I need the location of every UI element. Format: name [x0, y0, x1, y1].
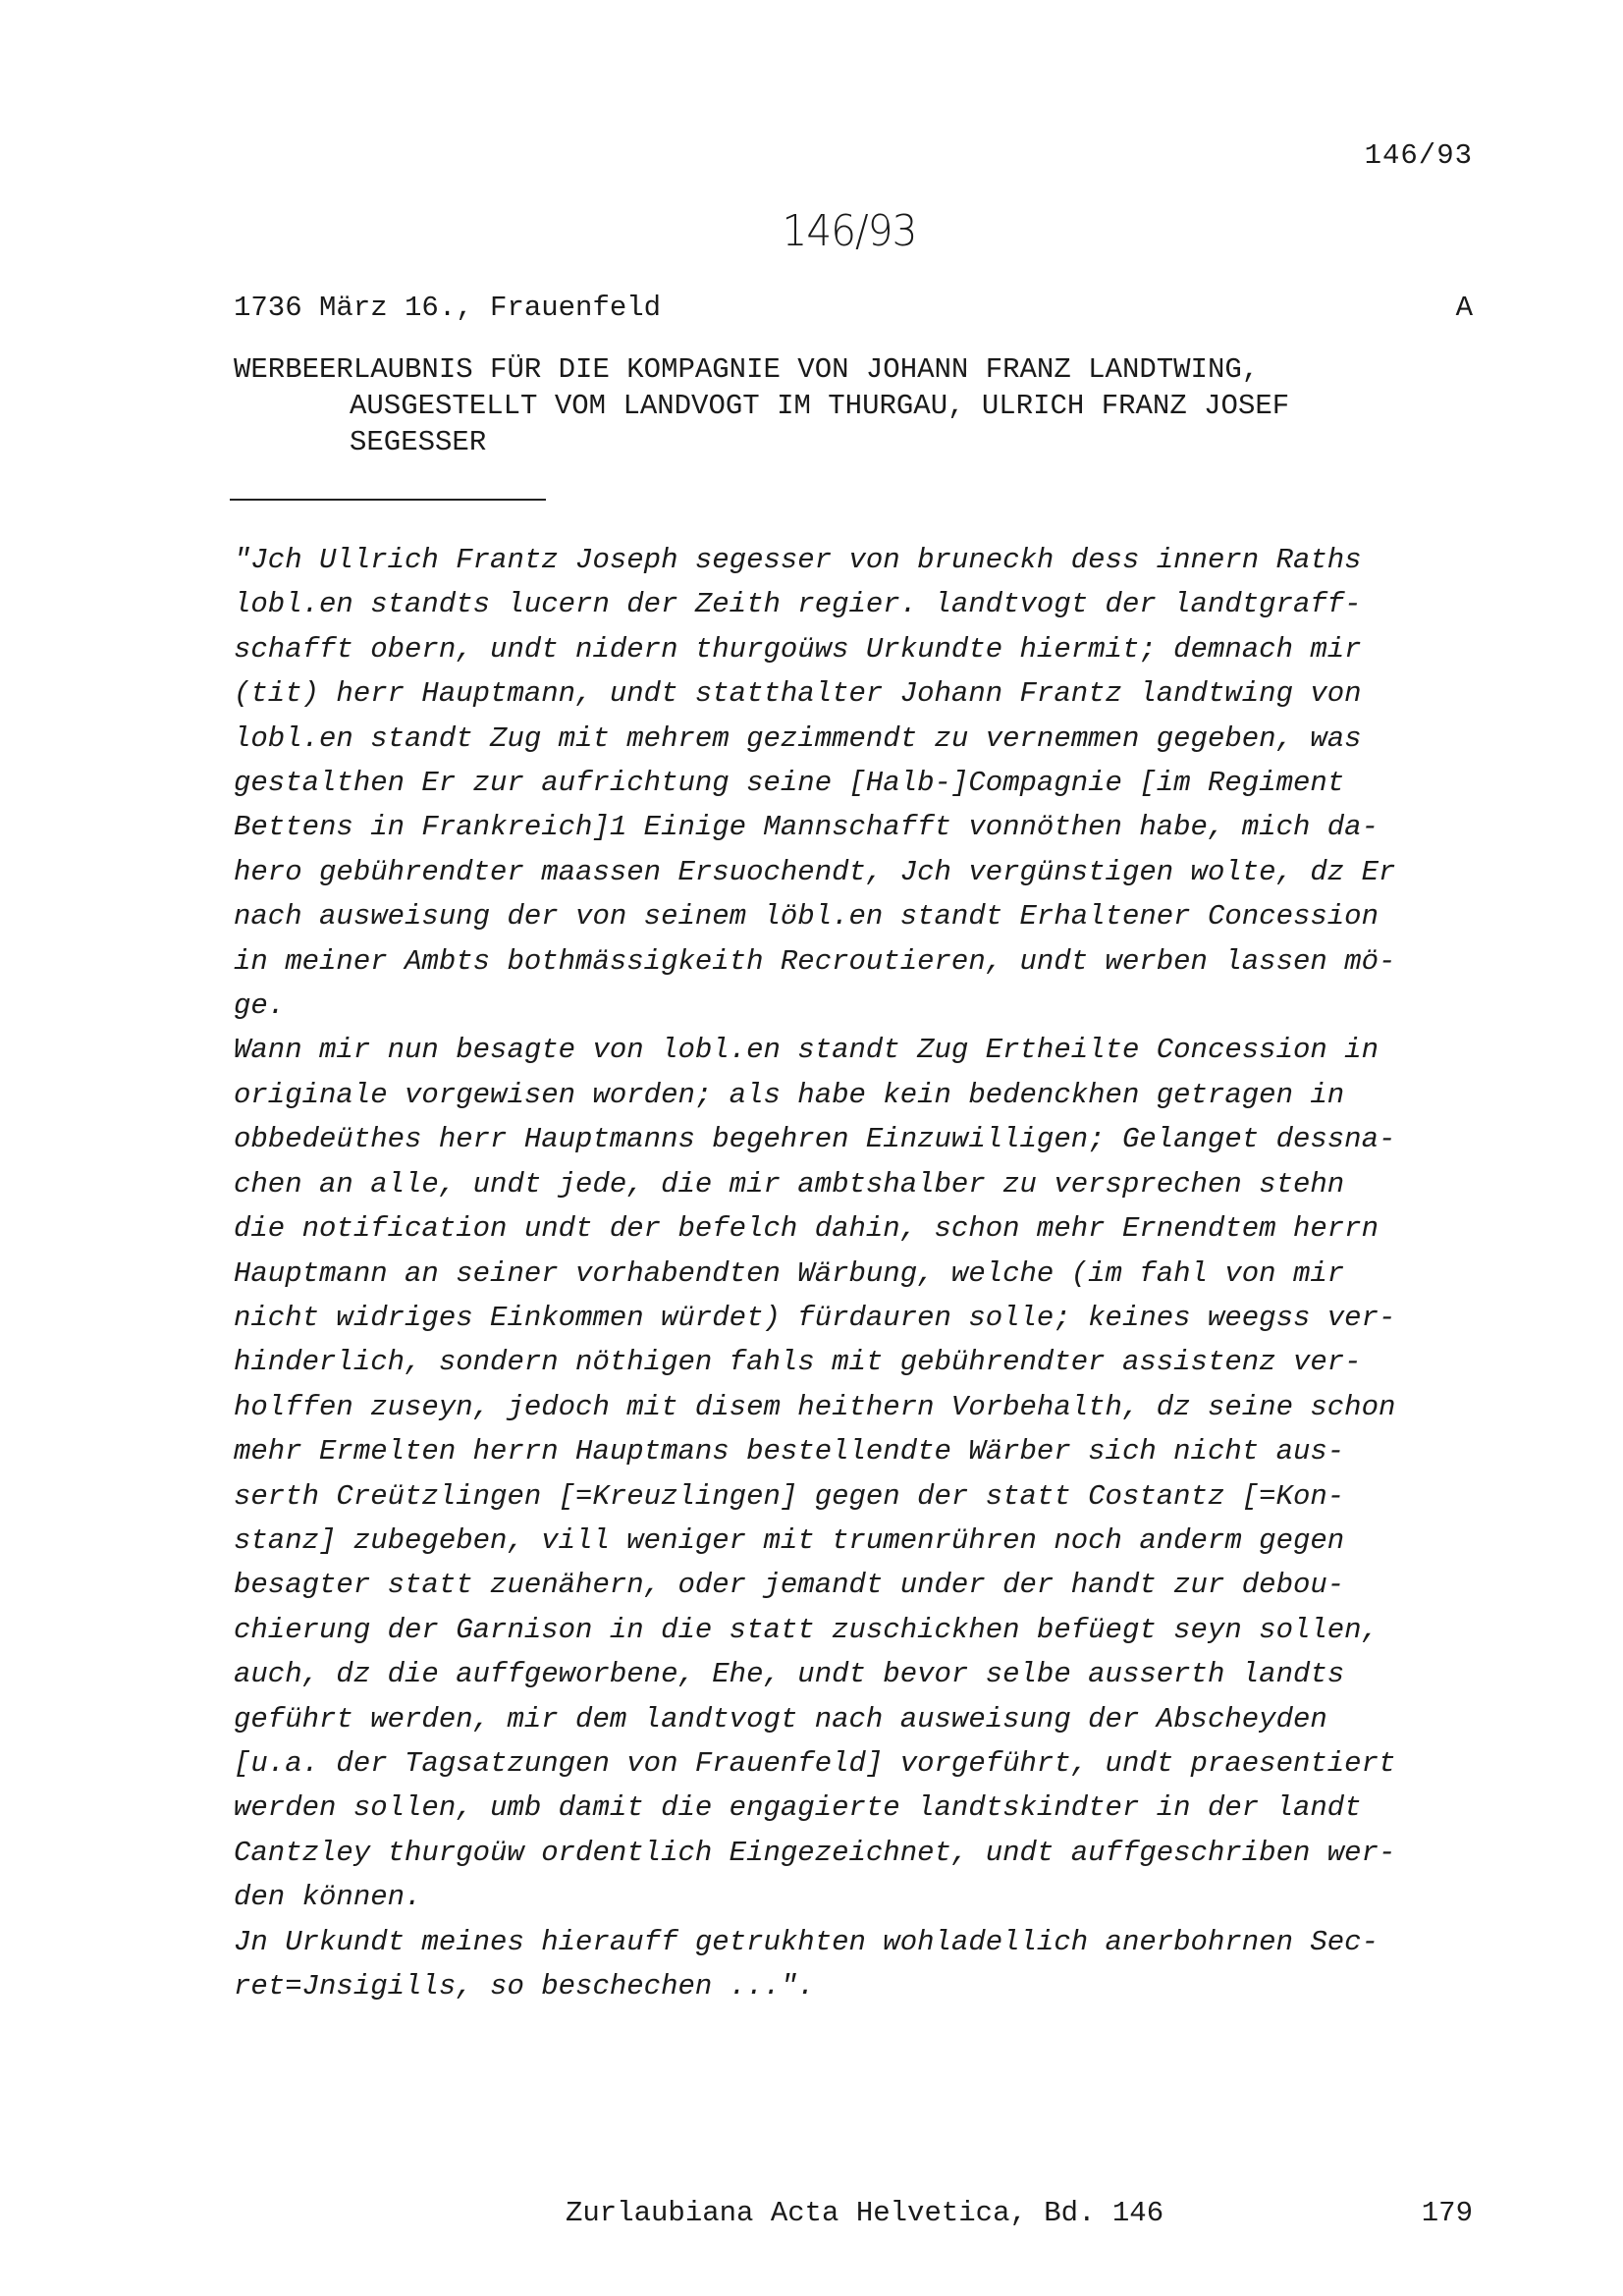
transcription-line: Bettens in Frankreich]1 Einige Mannschafft vonnöthen habe, mich da-: [234, 811, 1379, 844]
dateline: [234, 292, 1473, 324]
transcription-line: nicht widriges Einkommen würdet) fürdauren solle; keines weegss ver-: [234, 1301, 1396, 1334]
transcription-line: originale vorgewisen worden; als habe kein bedenckhen getragen in: [234, 1078, 1345, 1111]
transcription-line: chen an alle, undt jede, die mir ambtshalber zu versprechen stehn: [234, 1167, 1345, 1201]
heading-divider: [230, 499, 546, 501]
transcription-line: auch, dz die auffgeworbene, Ehe, undt bevor selbe ausserth landts: [234, 1658, 1345, 1691]
transcription-line: hero gebührendter maassen Ersuochendt, Jch vergünstigen wolte, dz Er: [234, 855, 1396, 888]
transcription-line: ret=Jnsigills, so beschechen ...".: [234, 1970, 815, 2002]
transcription-line: mehr Ermelten herrn Hauptmans bestellendte Wärber sich nicht aus-: [234, 1435, 1345, 1468]
transcription-line: Cantzley thurgoüw ordentlich Eingezeichnet, undt auffgeschriben wer-: [234, 1836, 1396, 1869]
transcription-line: den können.: [234, 1881, 422, 1914]
transcription-line: besagter statt zuenähern, oder jemandt under der handt zur debou-: [234, 1569, 1345, 1602]
document-title: 146/93: [782, 206, 917, 256]
transcription-line: die notification undt der befelch dahin, schon mehr Ernendtem herrn: [234, 1212, 1379, 1246]
transcription-line: serth Creützlingen [=Kreuzlingen] gegen der statt Costantz [=Kon-: [234, 1479, 1345, 1513]
corner-document-id: 146/93: [1364, 139, 1473, 172]
transcription-line: stanz] zubegeben, vill weniger mit trumenrühren noch anderm gegen: [234, 1523, 1345, 1557]
footer-source: Zurlaubiana Acta Helvetica, Bd. 146: [566, 2197, 1164, 2229]
heading-line: WERBEERLAUBNIS FÜR DIE KOMPAGNIE VON JOHANN FRANZ LANDTWING,: [234, 353, 1260, 386]
transcription-line: (tit) herr Hauptmann, undt statthalter Johann Frantz landtwing von: [234, 677, 1362, 711]
transcription-line: holffen zuseyn, jedoch mit disem heithern Vorbehalth, dz seine schon: [234, 1390, 1396, 1423]
transcription-line: chierung der Garnison in die statt zuschickhen befüegt seyn sollen,: [234, 1613, 1379, 1646]
transcription-line: hinderlich, sondern nöthigen fahls mit gebührendter assistenz ver-: [234, 1346, 1362, 1379]
transcription-line: lobl.en standts lucern der Zeith regier. landtvogt der landtgraff-: [234, 588, 1362, 621]
transcription-line: Jn Urkundt meines hierauff getrukhten wohladellich anerbohrnen Sec-: [234, 1925, 1379, 1958]
transcription-line: [u.a. der Tagsatzungen von Frauenfeld] vorgeführt, undt praesentiert: [234, 1746, 1396, 1780]
heading-line: AUSGESTELLT VOM LANDVOGT IM THURGAU, ULRICH FRANZ JOSEF: [350, 390, 1290, 422]
date-place: 1736 März 16., Frauenfeld: [234, 292, 662, 324]
transcription-line: schafft obern, undt nidern thurgoüws Urkundte hiermit; demnach mir: [234, 632, 1362, 666]
transcription-line: werden sollen, umb damit die engagierte landtskindter in der landt: [234, 1791, 1362, 1825]
transcription-line: obbedeüthes herr Hauptmanns begehren Einzuwilligen; Gelanget dessna-: [234, 1123, 1396, 1156]
page-number: 179: [1421, 2197, 1473, 2229]
transcription-line: ge.: [234, 989, 286, 1023]
grade-marker: A: [1455, 292, 1473, 324]
document-heading: [234, 351, 1461, 460]
transcription-line: nach ausweisung der von seinem löbl.en standt Erhaltener Concession: [234, 900, 1379, 934]
transcription-line: Hauptmann an seiner vorhabendten Wärbung, welche (im fahl von mir: [234, 1256, 1345, 1290]
transcription-line: Wann mir nun besagte von lobl.en standt Zug Ertheilte Concession in: [234, 1034, 1379, 1067]
heading-line: SEGESSER: [350, 426, 487, 458]
transcription-line: geführt werden, mir dem landtvogt nach ausweisung der Abscheyden: [234, 1702, 1327, 1735]
transcription-line: in meiner Ambts bothmässigkeith Recroutieren, undt werben lassen mö-: [234, 944, 1396, 978]
transcription-line: gestalthen Er zur aufrichtung seine [Halb-]Compagnie [im Regiment: [234, 767, 1345, 800]
transcription-line: "Jch Ullrich Frantz Joseph segesser von bruneckh dess innern Raths: [234, 544, 1362, 576]
transcription-body: [234, 538, 1481, 2008]
transcription-line: lobl.en standt Zug mit mehrem gezimmendt zu vernemmen gegeben, was: [234, 721, 1362, 755]
